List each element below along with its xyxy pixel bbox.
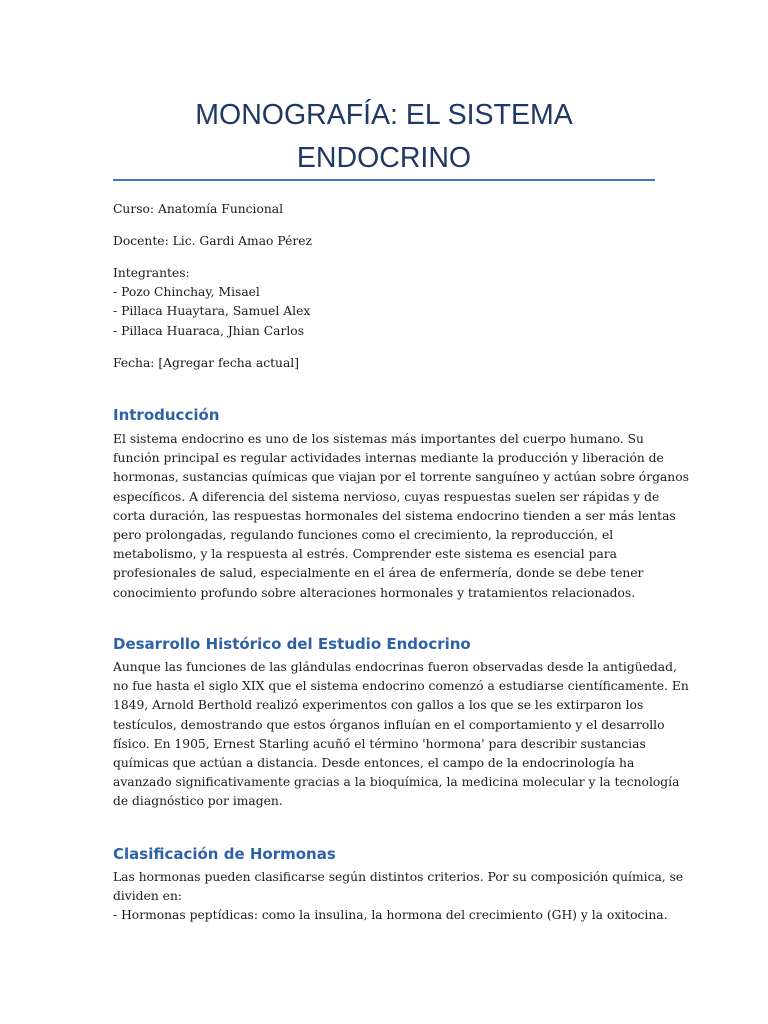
paragraph-line: físico. En 1905, Ernest Starling acuñó el término 'hormona' para describir sustancias xyxy=(113,736,646,751)
member-item: - Pozo Chinchay, Misael xyxy=(113,285,260,300)
teacher-line: Docente: Lic. Gardi Amao Pérez xyxy=(113,234,312,248)
paragraph-line: dividen en: xyxy=(113,889,183,904)
members-block xyxy=(113,264,673,341)
paragraph-line: testículos, demostrando que estos órganos influían en el comportamiento y el desarrollo xyxy=(113,717,665,732)
paragraph-line: avanzado significativamente gracias a la bioquímica, la medicina molecular y la tecnología xyxy=(113,775,680,790)
paragraph-line: El sistema endocrino es uno de los sistemas más importantes del cuerpo humano. Su xyxy=(113,432,644,446)
paragraph-line: función principal es regular actividades internas mediante la producción y liberación de xyxy=(113,451,664,466)
title-divider xyxy=(113,179,655,181)
course-line: Curso: Anatomía Funcional xyxy=(113,202,284,216)
paragraph-line: Aunque las funciones de las glándulas endocrinas fueron observadas desde la antigüedad, xyxy=(113,660,677,674)
section-paragraph xyxy=(113,658,689,812)
paragraph-line: hormonas, sustancias químicas que viajan por el torrente sanguíneo y actúan sobre órganos xyxy=(113,470,689,485)
paragraph-line: corta duración, las respuestas hormonales del sistema endocrino tienden a ser más lentas xyxy=(113,508,676,523)
title-line: MONOGRAFÍA: EL SISTEMA xyxy=(195,99,573,131)
section-heading: Desarrollo Histórico del Estudio Endocrino xyxy=(113,635,471,653)
section-paragraph xyxy=(113,430,689,603)
paragraph-line: Las hormonas pueden clasificarse según distintos criterios. Por su composición química, se xyxy=(113,870,684,884)
member-item: - Pillaca Huaytara, Samuel Alex xyxy=(113,304,311,319)
paragraph-line: metabolismo, y la respuesta al estrés. Comprender este sistema es esencial para xyxy=(113,547,618,562)
paragraph-line: pero prolongadas, regulando funciones como el crecimiento, la reproducción, el xyxy=(113,528,614,543)
paragraph-line: - Hormonas peptídicas: como la insulina, la hormona del crecimiento (GH) y la oxitocina. xyxy=(113,908,668,923)
paragraph-line: no fue hasta el siglo XIX que el sistema endocrino comenzó a estudiarse científicamente. En xyxy=(113,679,689,694)
member-item: - Pillaca Huaraca, Jhian Carlos xyxy=(113,323,305,338)
members-label: Integrantes: xyxy=(113,266,190,280)
document-title xyxy=(113,94,655,180)
title-line: ENDOCRINO xyxy=(296,142,472,174)
section-heading: Clasificación de Hormonas xyxy=(113,845,336,863)
date-line: Fecha: [Agregar fecha actual] xyxy=(113,356,300,370)
paragraph-line: profesionales de salud, especialmente en el área de enfermería, donde se debe tener xyxy=(113,566,644,581)
paragraph-line: conocimiento profundo sobre alteraciones hormonales y tratamientos relacionados. xyxy=(113,585,636,600)
section-heading: Introducción xyxy=(113,406,220,424)
paragraph-line: de diagnóstico por imagen. xyxy=(113,794,283,809)
paragraph-line: químicas que actúan a distancia. Desde entonces, el campo de la endocrinología ha xyxy=(113,756,635,771)
paragraph-line: 1849, Arnold Berthold realizó experimentos con gallos a los que se les extirparon los xyxy=(113,698,644,713)
section-paragraph xyxy=(113,868,684,926)
paragraph-line: específicos. A diferencia del sistema nervioso, cuyas respuestas suelen ser rápidas y de xyxy=(113,489,660,504)
